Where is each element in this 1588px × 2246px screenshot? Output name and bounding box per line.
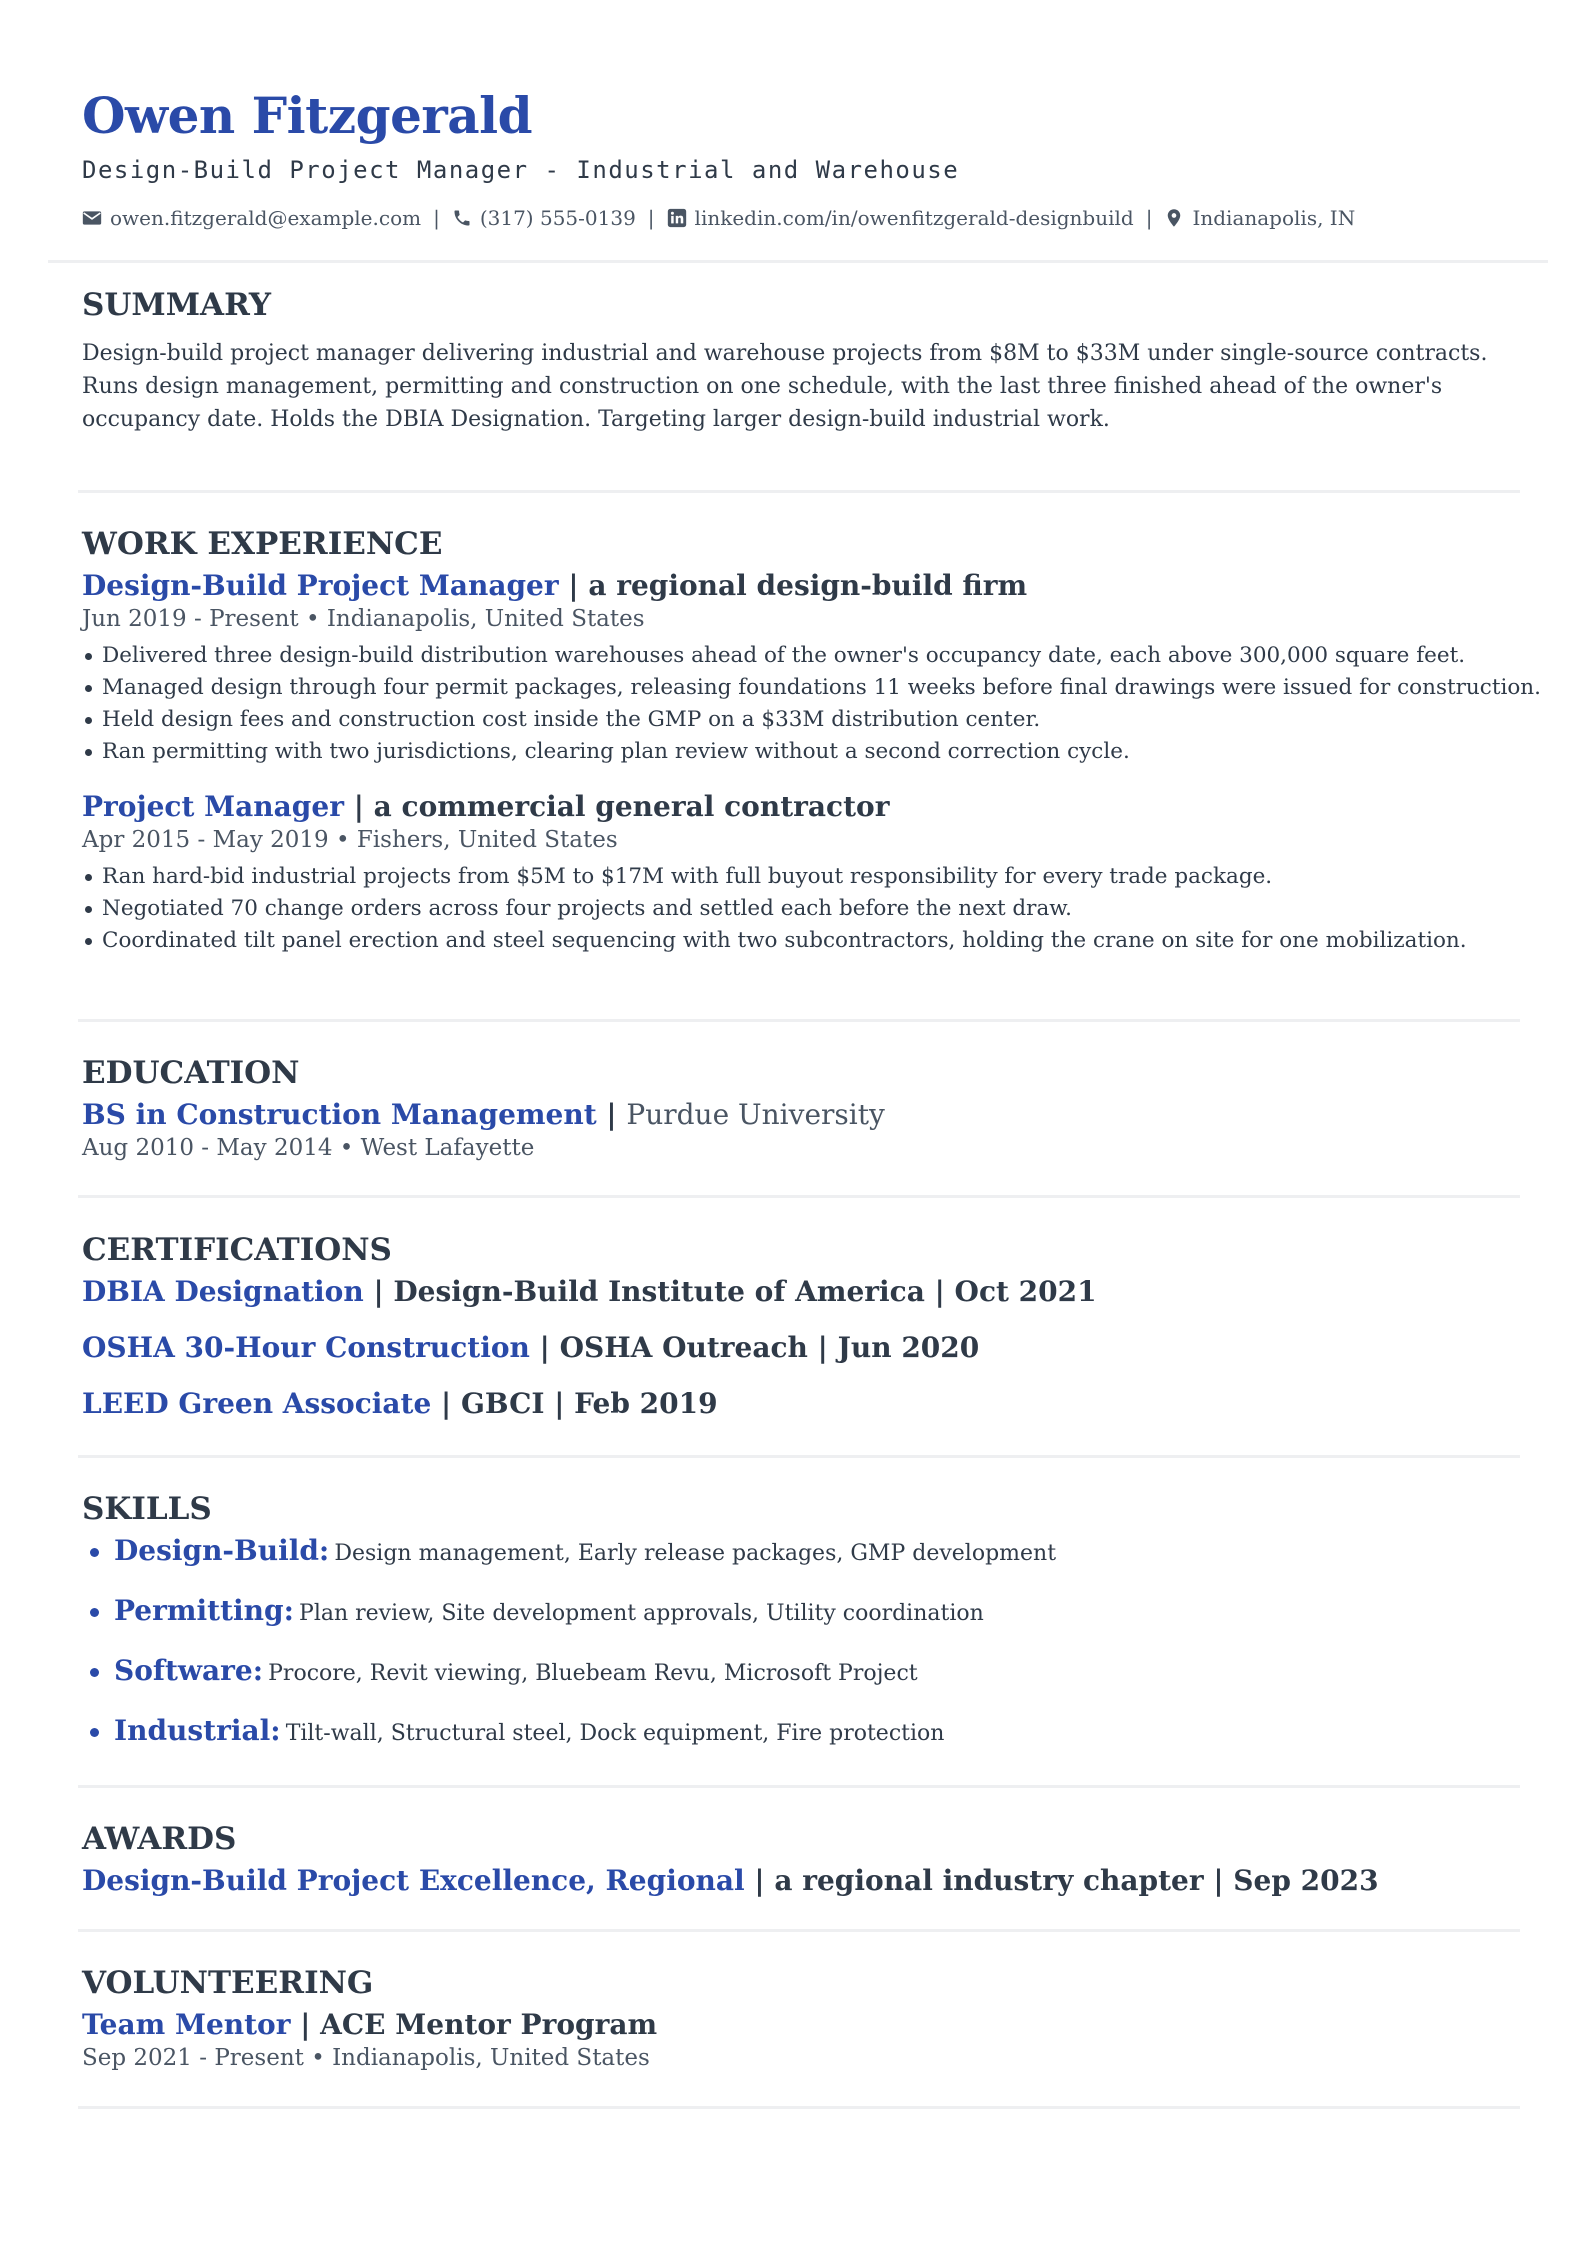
- experience-entry: [82, 789, 1522, 957]
- envelope-icon: [82, 208, 102, 228]
- skills-list: [82, 1531, 1522, 1771]
- degree: BS in Construction Management: [82, 1098, 597, 1131]
- skill-category: Permitting:: [114, 1594, 294, 1627]
- skill-values: Design management, Early release packages, GMP development: [334, 1541, 1057, 1566]
- education-meta: Aug 2010 - May 2014 • West Lafayette: [82, 1135, 535, 1161]
- skill-values: Tilt-wall, Structural steel, Dock equipment, Fire protection: [285, 1721, 945, 1746]
- job-role: Project Manager: [82, 790, 344, 823]
- cert-issuer: GBCI: [461, 1387, 545, 1420]
- contact-bar: [82, 206, 1355, 230]
- list-item: Held design fees and construction cost inside the GMP on a $33M distribution center.: [102, 704, 1522, 736]
- award-name: Design-Build Project Excellence, Regional: [82, 1864, 745, 1897]
- award-item: Design-Build Project Excellence, Regional | a regional industry chapter | Sep 2023: [82, 1864, 1379, 1897]
- volunteer-role: Team Mentor: [82, 2008, 291, 2041]
- skill-item: [114, 1531, 1522, 1591]
- entry-title: Team Mentor | ACE Mentor Program: [82, 2008, 658, 2041]
- phone-text: (317) 555-0139: [479, 206, 636, 230]
- contact-linkedin[interactable]: [667, 206, 1134, 230]
- skill-item: [114, 1651, 1522, 1711]
- section-title: WORK EXPERIENCE: [82, 526, 443, 562]
- job-meta: Apr 2015 - May 2019 • Fishers, United States: [82, 827, 618, 853]
- job-org: a commercial general contractor: [373, 790, 890, 823]
- cert-list: [82, 1274, 1522, 1422]
- contact-phone[interactable]: [452, 206, 636, 230]
- email-text: owen.fitzgerald@example.com: [110, 206, 422, 230]
- section-divider: [78, 2106, 1520, 2109]
- cert-date: Jun 2020: [837, 1331, 980, 1364]
- volunteer-org: ACE Mentor Program: [320, 2008, 658, 2041]
- skill-values: Procore, Revit viewing, Bluebeam Revu, Microsoft Project: [268, 1661, 918, 1686]
- map-pin-icon: [1164, 208, 1184, 228]
- award-issuer: a regional industry chapter: [774, 1864, 1204, 1897]
- list-item: Ran permitting with two jurisdictions, clearing plan review without a second correction cycle.: [102, 736, 1522, 768]
- entry-title: Project Manager | a commercial general contractor: [82, 790, 890, 823]
- candidate-headline: Design-Build Project Manager - Industrial and Warehouse: [82, 156, 960, 184]
- skill-category: Industrial:: [114, 1714, 281, 1747]
- cert-item: DBIA Designation | Design-Build Institute of America | Oct 2021: [82, 1275, 1097, 1308]
- header-divider: [48, 260, 1548, 263]
- volunteer-meta: Sep 2021 - Present • Indianapolis, United States: [82, 2045, 650, 2071]
- job-org: a regional design-build firm: [588, 569, 1028, 602]
- list-item: Managed design through four permit packages, releasing foundations 11 weeks before final drawings were issued for construction.: [102, 672, 1522, 704]
- job-bullets: [82, 640, 1541, 768]
- section-title: SKILLS: [82, 1491, 212, 1527]
- cert-item: LEED Green Associate | GBCI | Feb 2019: [82, 1387, 718, 1420]
- linkedin-text: linkedin.com/in/owenfitzgerald-designbuild: [694, 206, 1134, 230]
- skill-item: [114, 1591, 1522, 1651]
- list-item: Ran hard-bid industrial projects from $5M to $17M with full buyout responsibility for every trade package.: [102, 861, 1522, 893]
- volunteering-entry: [82, 2007, 1522, 2073]
- cert-issuer: OSHA Outreach: [559, 1331, 808, 1364]
- cert-name: LEED Green Associate: [82, 1387, 432, 1420]
- phone-icon: [452, 208, 472, 228]
- school: Purdue University: [626, 1098, 885, 1131]
- skill-category: Design-Build:: [114, 1534, 330, 1567]
- cert-name: DBIA Designation: [82, 1275, 364, 1308]
- cert-item: OSHA 30-Hour Construction | OSHA Outreach | Jun 2020: [82, 1331, 980, 1364]
- award-date: Sep 2023: [1233, 1864, 1379, 1897]
- cert-issuer: Design-Build Institute of America: [393, 1275, 925, 1308]
- section-title: CERTIFICATIONS: [82, 1232, 392, 1268]
- section-divider: [78, 1019, 1520, 1022]
- volunteering-section: [82, 1965, 1522, 2073]
- contact-location: [1164, 206, 1355, 230]
- contact-email[interactable]: [82, 206, 421, 230]
- skills-section: [82, 1491, 1522, 1771]
- experience-section: [82, 526, 1541, 957]
- education-entry: [82, 1097, 1522, 1163]
- cert-name: OSHA 30-Hour Construction: [82, 1331, 530, 1364]
- awards-section: [82, 1821, 1522, 1899]
- certifications-section: [82, 1232, 1522, 1422]
- section-title: AWARDS: [82, 1821, 237, 1857]
- list-item: Coordinated tilt panel erection and steel sequencing with two subcontractors, holding the crane on site for one mobilization.: [102, 925, 1522, 957]
- job-bullets: [82, 861, 1522, 957]
- candidate-name: Owen Fitzgerald: [82, 86, 533, 145]
- summary-section: [82, 287, 1522, 436]
- section-divider: [78, 1195, 1520, 1198]
- section-divider: [78, 490, 1520, 493]
- list-item: Delivered three design-build distribution warehouses ahead of the owner's occupancy date, each above 300,000 square feet.: [102, 640, 1522, 672]
- job-meta: Jun 2019 - Present • Indianapolis, United States: [82, 606, 645, 632]
- entry-title: BS in Construction Management | Purdue University: [82, 1098, 885, 1131]
- section-title: VOLUNTEERING: [82, 1965, 374, 2001]
- cert-date: Feb 2019: [574, 1387, 718, 1420]
- summary-text: Design-build project manager delivering industrial and warehouse projects from $8M to $33M under single-source contracts. Runs design management, permitting and construction on one schedule, with the last three finished ahead of the owner's occupancy date. Holds the DBIA Designation. Targeting larger design-build industrial work.: [82, 341, 1488, 432]
- skill-values: Plan review, Site development approvals, Utility coordination: [299, 1601, 984, 1626]
- skill-category: Software:: [114, 1654, 264, 1687]
- education-section: [82, 1055, 1522, 1163]
- contact-separator: |: [647, 206, 655, 230]
- entry-title: Design-Build Project Manager | a regional design-build firm: [82, 569, 1028, 602]
- list-item: Negotiated 70 change orders across four projects and settled each before the next draw.: [102, 893, 1522, 925]
- skill-item: [114, 1711, 1522, 1771]
- cert-date: Oct 2021: [954, 1275, 1097, 1308]
- section-divider: [78, 1455, 1520, 1458]
- section-divider: [78, 1785, 1520, 1788]
- section-title: EDUCATION: [82, 1055, 300, 1091]
- location-text: Indianapolis, IN: [1192, 206, 1356, 230]
- linkedin-icon: [667, 208, 687, 228]
- section-divider: [78, 1929, 1520, 1932]
- section-title: SUMMARY: [82, 287, 272, 323]
- contact-separator: |: [433, 206, 440, 230]
- experience-entry: [82, 568, 1541, 768]
- contact-separator: |: [1145, 206, 1153, 230]
- job-role: Design-Build Project Manager: [82, 569, 559, 602]
